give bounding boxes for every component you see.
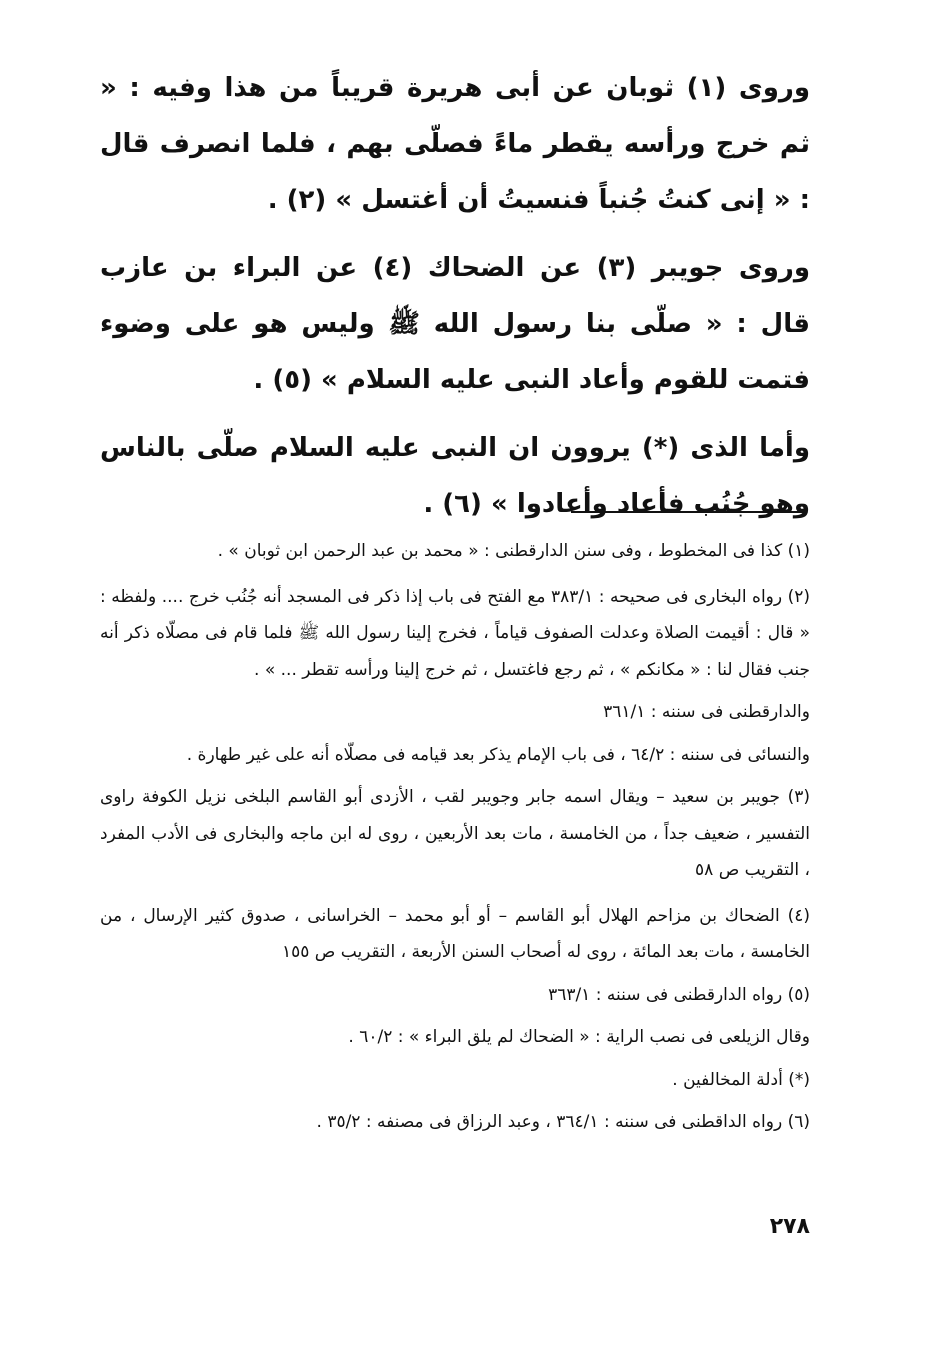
paragraph-opponents-narration: وأما الذى (*) يروون ان النبى عليه السلام صلّى بالناس وهو جُنُب فأعاد وأعادوا » (٦) .	[100, 433, 810, 519]
footnote-1: (١) كذا فى المخطوط ، وفى سنن الدارقطنى : « محمد بن عبد الرحمن ابن ثوبان » .	[217, 541, 810, 561]
footnote-2-daraqutni: والدارقطنى فى سننه : ٣٦١/١	[603, 702, 810, 722]
paragraph-thawban-narration: وروى (١) ثوبان عن أبى هريرة قريباً من هذا وفيه : « ثم خرج ورأسه يقطر ماءً فصلّى بهم ، فلما انصرف قال : « إنى كنتُ جُنباً فنسيتُ أن أغتسل » (٢) .	[100, 73, 810, 215]
footnote-3: (٣) جويبر بن سعيد – ويقال اسمه جابر وجويبر لقب ، الأزدى أبو القاسم البلخى نزيل الكوفة راوى التفسير ، ضعيف جداً ، من الخامسة ، مات بعد الأربعين ، روى له ابن ماجه والبخارى فى الأدب المفرد ، التقريب ص ٥٨	[100, 787, 810, 880]
footnotes	[100, 533, 810, 1147]
footnote-separator	[571, 511, 807, 513]
footnote-5-zaylai: وقال الزيلعى فى نصب الراية : « الضحاك لم يلق البراء » : ٦٠/٢ .	[348, 1027, 810, 1047]
page-number: ٢٧٨	[769, 1214, 810, 1239]
footnote-4: (٤) الضحاك بن مزاحم الهلال أبو القاسم – أو أبو محمد – الخراسانى ، صدوق كثير الإرسال ، من الخامسة ، مات بعد المائة ، روى له أصحاب السنن الأربعة ، التقريب ص ١٥٥	[100, 905, 810, 962]
footnote-2-nasai: والنسائى فى سننه : ٦٤/٢ ، فى باب الإمام يذكر بعد قيامه فى مصلّاه أنه على غير طهارة .	[186, 744, 810, 765]
footnote-6: (٦) رواه الداقطنى فى سننه : ٣٦٤/١ ، وعبد الرزاق فى مصنفه : ٣٥/٢ .	[316, 1112, 810, 1132]
footnote-asterisk: (*) أدلة المخالفين .	[672, 1069, 810, 1090]
footnote-2: (٢) رواه البخارى فى صحيحه : ٣٨٣/١ مع الفتح فى باب إذا ذكر فى المسجد أنه جُنُب خرج .... ولفظه : « قال : أقيمت الصلاة وعدلت الصفوف قياماً ، فخرج إلينا رسول الله ﷺ فلما قام فى مصلّاه ذكر أنه جنب فقال لنا : « مكانكم » ، ثم رجع فاغتسل ، ثم خرج إلينا ورأسه تقطر ... » .	[100, 586, 810, 680]
paragraph-juwaybir-narration: وروى جويبر (٣) عن الضحاك (٤) عن البراء بن عازب قال : « صلّى بنا رسول الله ﷺ وليس هو على وضوء فتمت للقوم وأعاد النبى عليه السلام » (٥) .	[100, 253, 811, 395]
footnote-5: (٥) رواه الدارقطنى فى سننه : ٣٦٣/١	[548, 984, 810, 1005]
main-text	[100, 60, 810, 544]
